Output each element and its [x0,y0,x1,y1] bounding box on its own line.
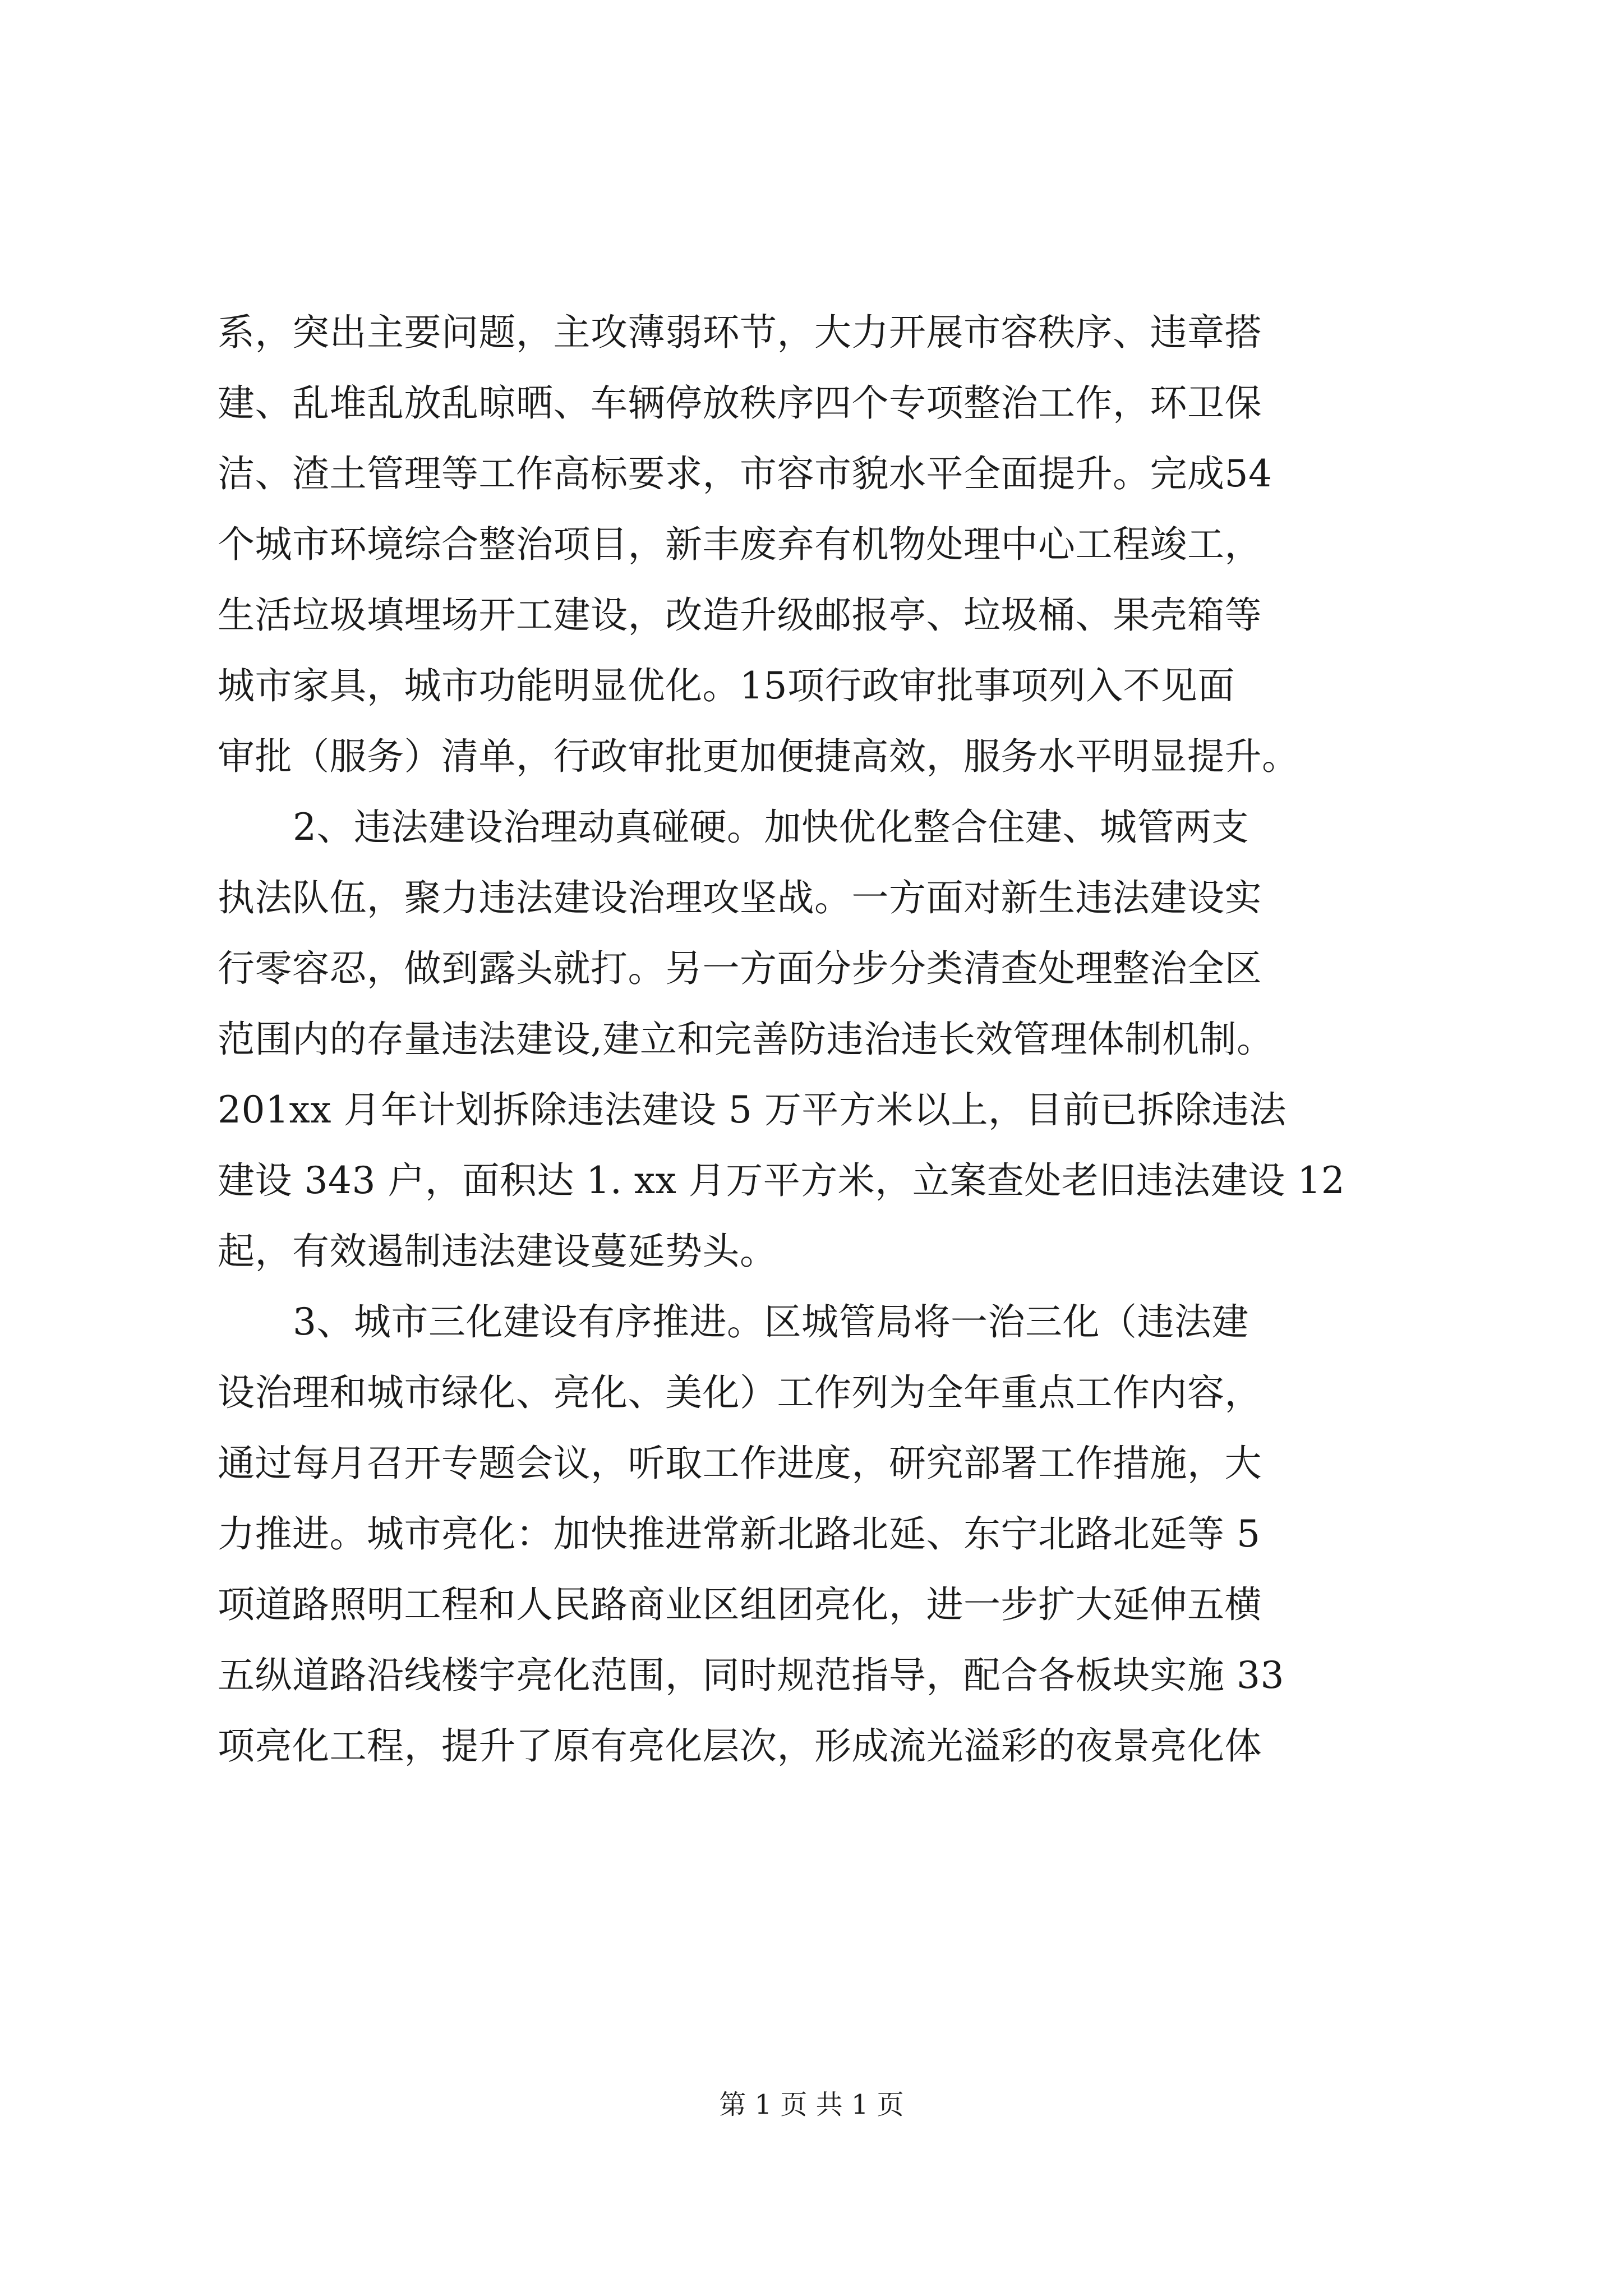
text-line: 城市家具，城市功能明显优化。15项行政审批事项列入不见面 [218,664,1235,707]
text-line: 项亮化工程，提升了原有亮化层次，形成流光溢彩的夜景亮化体 [218,1724,1262,1768]
text-line: 审批（服务）清单，行政审批更加便捷高效，服务水平明显提升。 [218,735,1299,778]
text-line: 2、违法建设治理动真碰硬。加快优化整合住建、城管两支 [293,806,1249,849]
text-line: 通过每月召开专题会议，听取工作进度，研究部署工作措施，大 [218,1442,1262,1485]
text-line: 力推进。城市亮化：加快推进常新北路北延、东宁北路北延等 5 [218,1512,1261,1556]
text-line: 设治理和城市绿化、亮化、美化）工作列为全年重点工作内容， [218,1371,1262,1414]
text-line: 起，有效遏制违法建设蔓延势头。 [218,1230,777,1273]
text-line: 生活垃圾填埋场开工建设，改造升级邮报亭、垃圾桶、果壳箱等 [218,593,1262,637]
text-line: 3、城市三化建设有序推进。区城管局将一治三化（违法建 [293,1300,1249,1343]
text-line: 建、乱堆乱放乱晾晒、车辆停放秩序四个专项整治工作，环卫保 [218,381,1262,425]
text-line: 项道路照明工程和人民路商业区组团亮化，进一步扩大延伸五横 [218,1583,1262,1626]
text-line: 行零容忍，做到露头就打。另一方面分步分类清查处理整治全区 [218,947,1262,990]
text-line: 五纵道路沿线楼宇亮化范围，同时规范指导，配合各板块实施 33 [218,1654,1284,1697]
text-line: 建设 343 户，面积达 1. xx 月万平方米，立案查处老旧违法建设 12 [218,1159,1345,1202]
page-footer: 第 1 页 共 1 页 [719,2089,904,2120]
text-line: 洁、渣土管理等工作高标要求，市容市貌水平全面提升。完成54 [218,452,1272,495]
text-line: 执法队伍，聚力违法建设治理攻坚战。一方面对新生违法建设实 [218,876,1262,919]
text-line: 201xx 月年计划拆除违法建设 5 万平方米以上，目前已拆除违法 [218,1088,1287,1131]
document-body [218,297,1432,1782]
text-line: 系，突出主要问题，主攻薄弱环节，大力开展市容秩序、违章搭 [218,311,1262,354]
text-line: 范围内的存量违法建设,建立和完善防违治违长效管理体制机制。 [218,1018,1274,1061]
text-line: 个城市环境综合整治项目，新丰废弃有机物处理中心工程竣工， [218,523,1262,566]
